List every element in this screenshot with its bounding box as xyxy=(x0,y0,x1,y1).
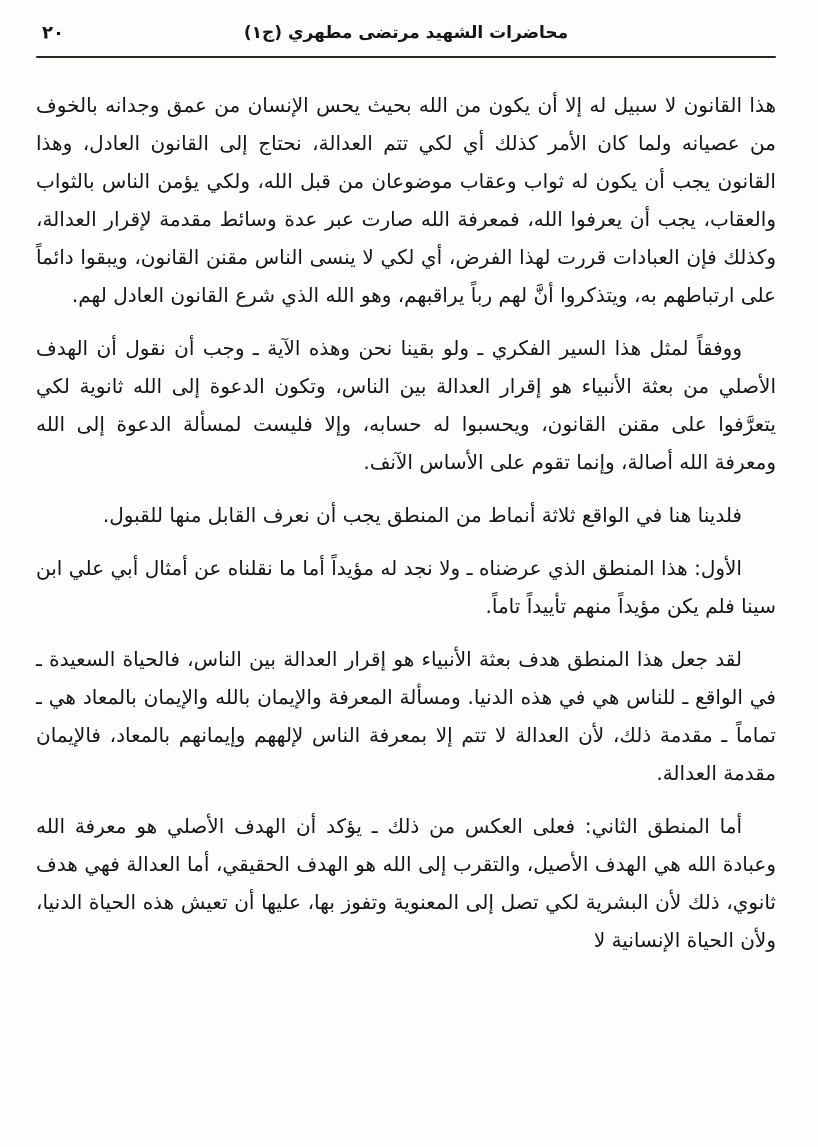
running-header xyxy=(36,18,776,58)
paragraph: أما المنطق الثاني: فعلى العكس من ذلك ـ يؤكد أن الهدف الأصلي هو معرفة الله وعبادة الله هي الهدف الأصيل، والتقرب إلى الله هو الهدف الحقيقي، أما العدالة فهي هدف ثانوي، ذلك لأن البشرية لكي تصل إلى المعنوية وتفوز بها، عليها أن تعيش هذه الحياة الدنيا، ولأن الحياة الإنسانية لا xyxy=(36,814,776,952)
paragraph: الأول: هذا المنطق الذي عرضناه ـ ولا نجد له مؤيداً أما ما نقلناه عن أمثال أبي علي ابن سينا فلم يكن مؤيداً منهم تأييداً تاماً. xyxy=(36,556,776,618)
book-title: محاضرات الشهيد مرتضى مطهري (ج١) xyxy=(243,23,569,43)
paragraph: ووفقاً لمثل هذا السير الفكري ـ ولو بقينا نحن وهذه الآية ـ وجب أن نقول أن الهدف الأصلي من بعثة الأنبياء هو إقرار العدالة بين الناس، وتكون الدعوة إلى الله ثانوية لكي يتعرَّفوا على مقنن القانون، ويحسبوا له حسابه، وإلا فليست لمسألة الدعوة إلى الله ومعرفة الله أصالة، وإنما تقوم على الأساس الآنف. xyxy=(36,336,776,474)
paragraph: لقد جعل هذا المنطق هدف بعثة الأنبياء هو إقرار العدالة بين الناس، فالحياة السعيدة ـ في الواقع ـ للناس هي في هذه الدنيا. ومسألة المعرفة والإيمان بالله والإيمان بالمعاد هي ـ تماماً ـ مقدمة ذلك، لأن العدالة لا تتم إلا بمعرفة الناس لإلههم وإيمانهم بالمعاد، فالإيمان مقدمة العدالة. xyxy=(36,647,776,785)
paragraph: فلدينا هنا في الواقع ثلاثة أنماط من المنطق يجب أن نعرف القابل منها للقبول. xyxy=(102,503,742,527)
header-row xyxy=(36,18,776,48)
page-body xyxy=(36,86,776,959)
header-divider xyxy=(36,56,776,58)
paragraph: هذا القانون لا سبيل له إلا أن يكون من الله بحيث يحس الإنسان من عمق وجدانه بالخوف من عصيانه ولما كان الأمر كذلك أي لكي تتم العدالة، نحتاج إلى القانون العادل، وهذا القانون يجب أن يكون له ثواب وعقاب موضوعان من قبل الله، ولكي يؤمن الناس بالثواب والعقاب، يجب أن يعرفوا الله، فمعرفة الله صارت عبر عدة وسائط مقدمة لإقرار العدالة، وكذلك فإن العبادات قررت لهذا الفرض، أي لكي لا ينسى الناس مقنن القانون، ويبقوا دائماً على ارتباطهم به، ويتذكروا أنَّ لهم رباً يراقبهم، وهو الله الذي شرع القانون العادل لهم. xyxy=(36,93,776,307)
page-number: ٢٠ xyxy=(42,22,64,44)
